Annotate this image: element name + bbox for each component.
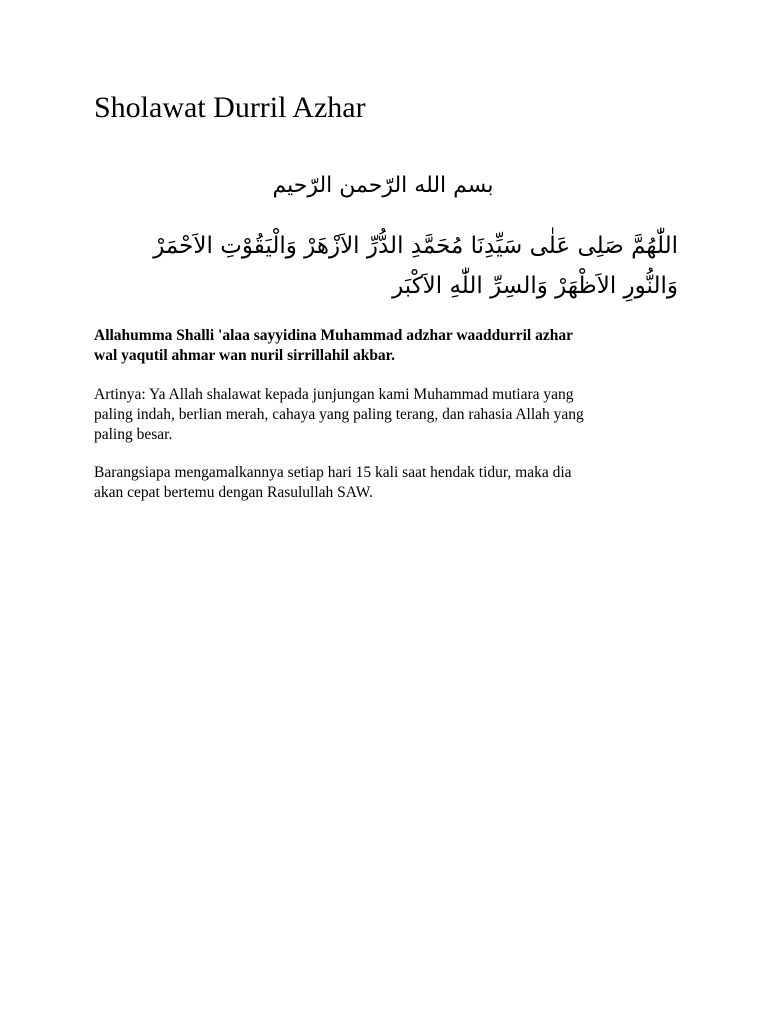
practice-line-1: Barangsiapa mengamalkannya setiap hari 15 kali saat hendak tidur, maka dia: [94, 464, 572, 481]
arabic-prayer: [94, 226, 678, 306]
page-title: Sholawat Durril Azhar: [94, 91, 366, 124]
meaning-paragraph: [94, 385, 674, 445]
transliteration-paragraph: [94, 326, 674, 366]
meaning-line-3: paling besar.: [94, 426, 173, 443]
transliteration-line-2: wal yaqutil ahmar wan nuril sirrillahil akbar.: [94, 347, 396, 364]
practice-paragraph: [94, 463, 674, 503]
arabic-line-1: اللّٰهُمَّ صَلِى عَلٰى سَيِّدِنَا مُحَمَّدِ الدُّرِّ الاَزْهَرْ وَالْيَقُوْتِ الاَحْمَرْ: [153, 233, 678, 259]
meaning-line-1: Artinya: Ya Allah shalawat kepada junjungan kami Muhammad mutiara yang: [94, 386, 574, 403]
arabic-line-2: وَالنُّورِ الاَظْهَرْ وَالسِرِّ اللّٰهِ الاَكْبَر: [392, 273, 678, 299]
meaning-line-2: paling indah, berlian merah, cahaya yang paling terang, dan rahasia Allah yang: [94, 406, 584, 423]
practice-line-2: akan cepat bertemu dengan Rasulullah SAW.: [94, 484, 373, 501]
basmala-text: بسم الله الرّحمن الرّحيم: [272, 173, 494, 198]
transliteration-line-1: Allahumma Shalli 'alaa sayyidina Muhammad adzhar waaddurril azhar: [94, 327, 573, 344]
